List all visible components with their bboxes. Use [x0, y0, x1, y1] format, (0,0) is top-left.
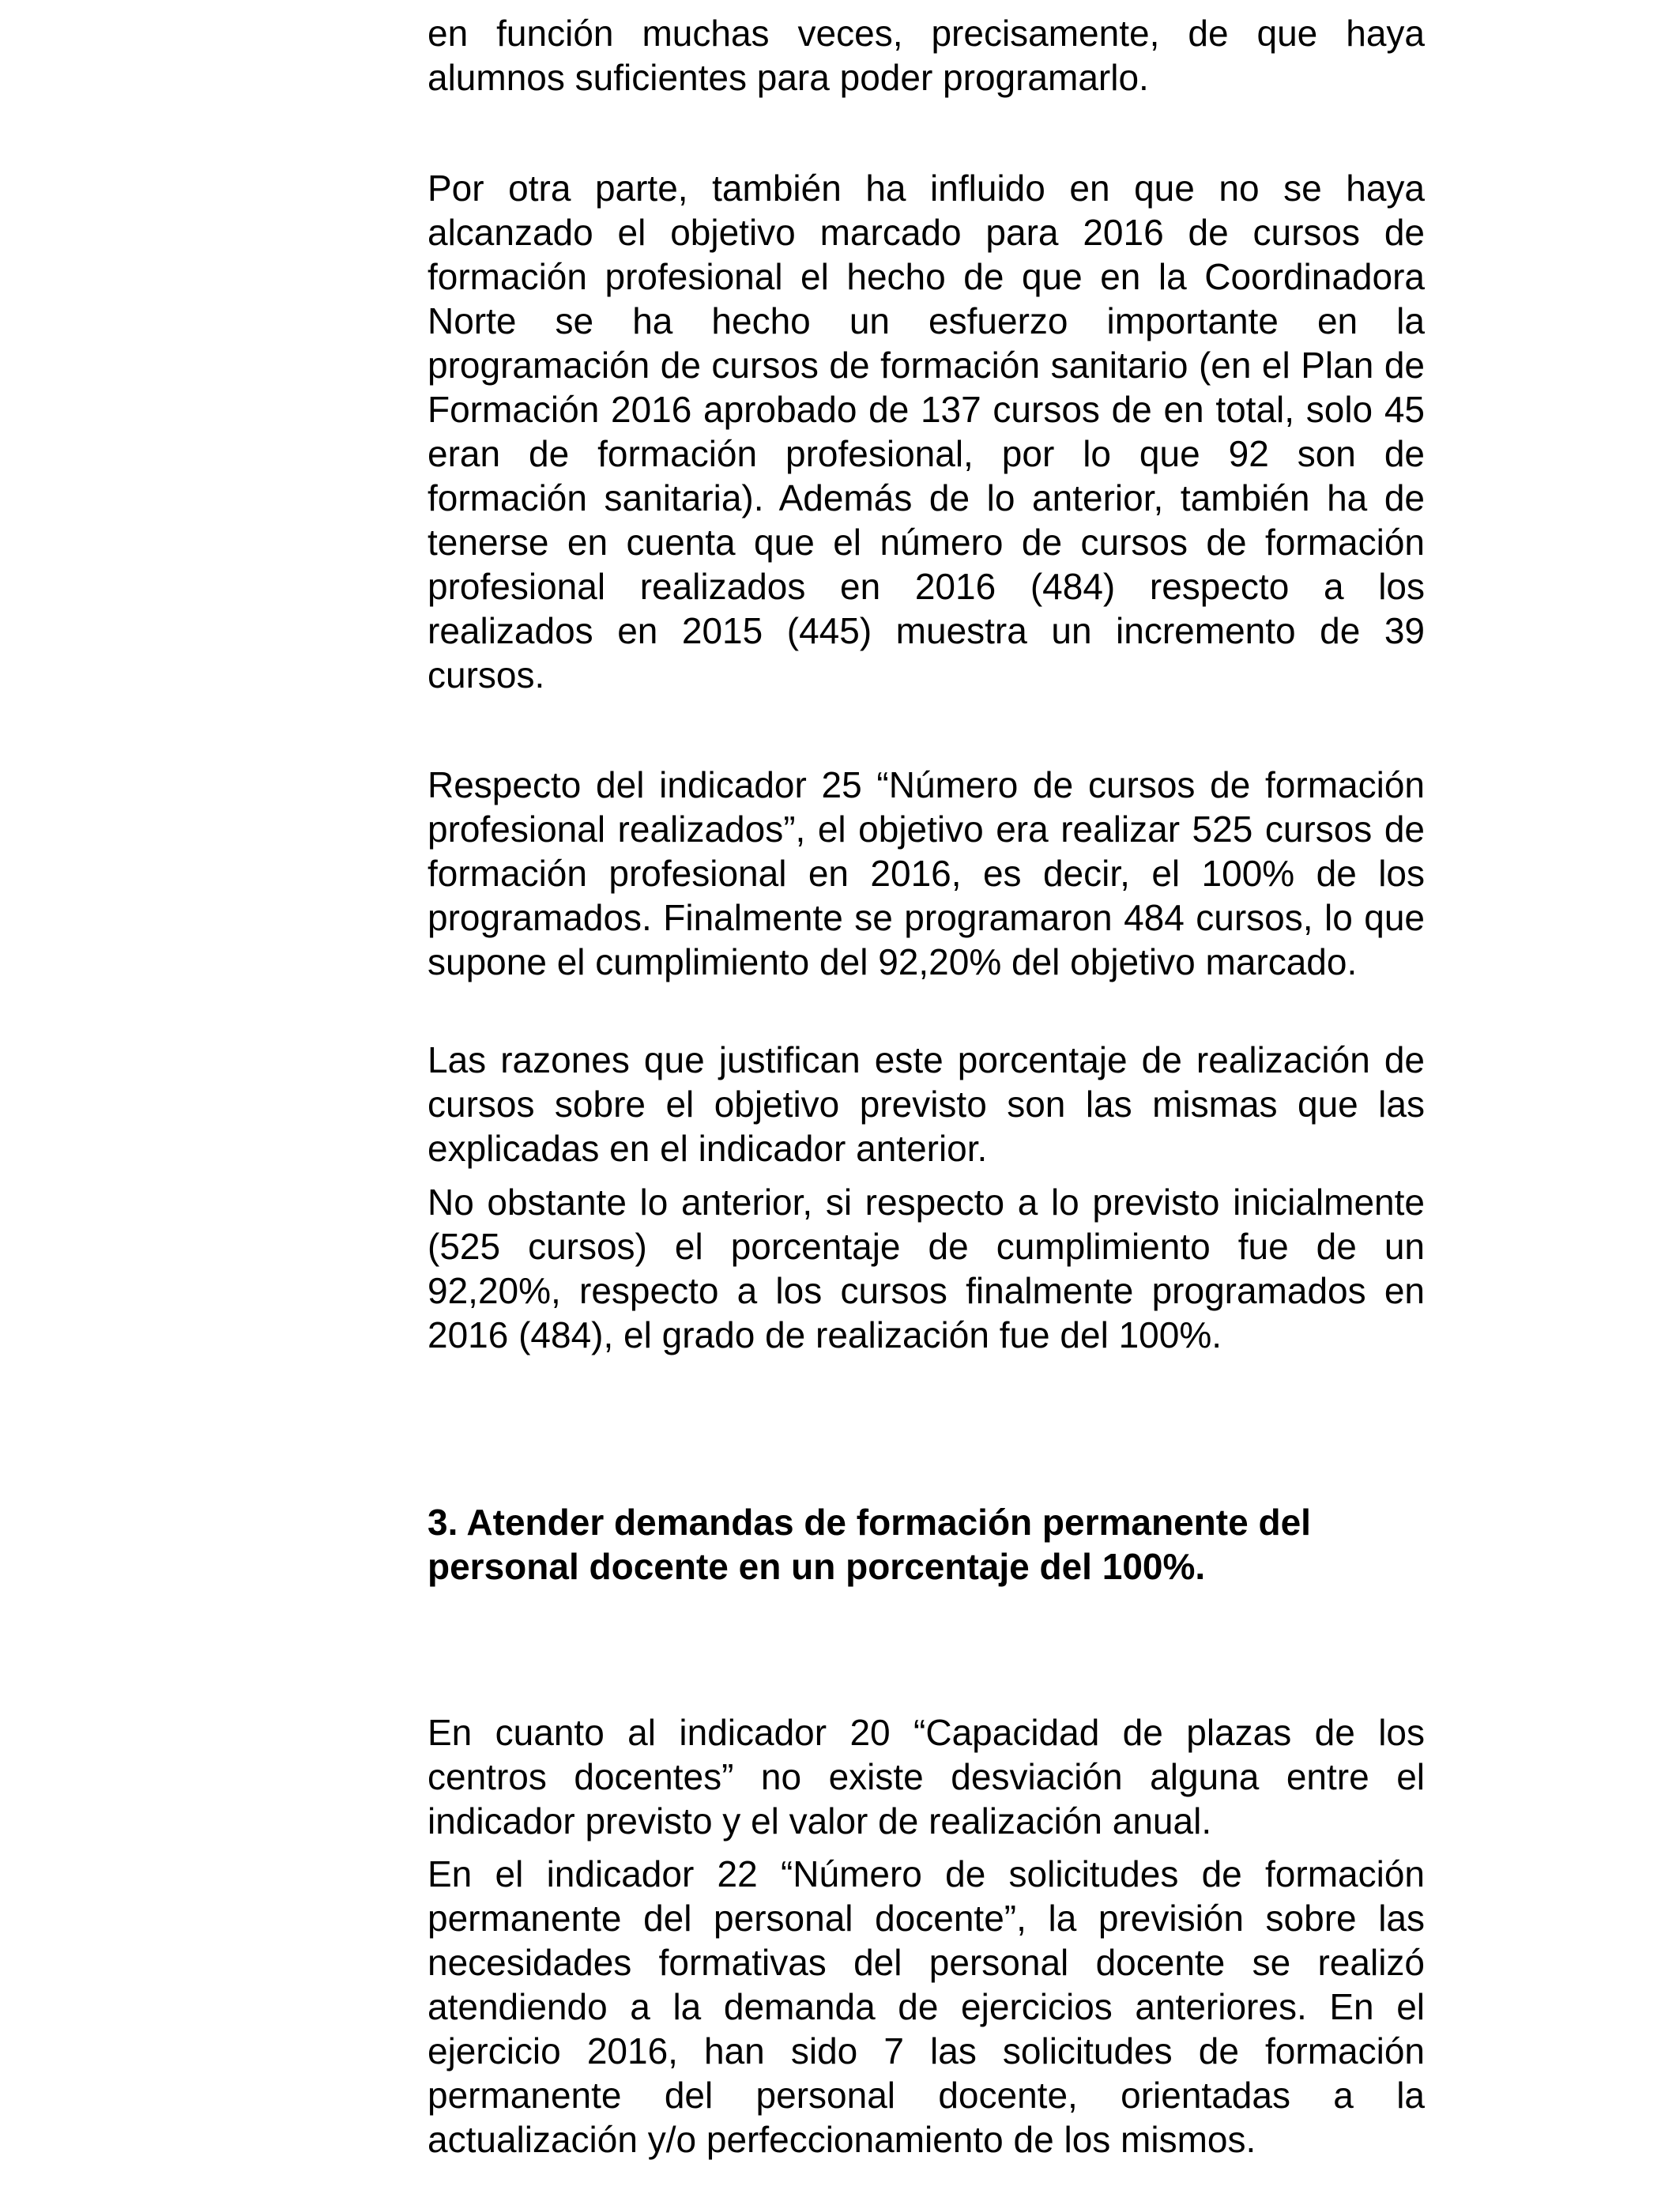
paragraph-razones: Las razones que justifican este porcentaje de realización de cursos sobre el objetivo previsto son las mismas que las explicadas en el indicador anterior.: [428, 1039, 1425, 1169]
paragraph-indicador-22: En el indicador 22 “Número de solicitudes de formación permanente del personal docente”, la previsión sobre las necesidades formativas del personal docente se realizó atendiendo a la demanda de ejercicios anteriores. En el ejercicio 2016, han sido 7 las solicitudes de formación permanente del personal docente, orientadas a la actualización y/o perfeccionamiento de los mismos.: [428, 1853, 1425, 2160]
section-heading-3: 3. Atender demandas de formación permanente del personal docente en un porcentaje del 100%.: [428, 1502, 1311, 1587]
paragraph-no-obstante: No obstante lo anterior, si respecto a lo previsto inicialmente (525 cursos) el porcentaje de cumplimiento fue de un 92,20%, respecto a los cursos finalmente programados en 2016 (484), el grado de realización fue del 100%.: [428, 1182, 1425, 1355]
paragraph-indicador-20: En cuanto al indicador 20 “Capacidad de plazas de los centros docentes” no existe desviación alguna entre el indicador previsto y el valor de realización anual.: [428, 1712, 1425, 1842]
paragraph-coordinadora-norte: Por otra parte, también ha influido en que no se haya alcanzado el objetivo marcado para 2016 de cursos de formación profesional el hecho de que en la Coordinadora Norte se ha hecho un esfuerzo importante en la programación de cursos de formación sanitario (en el Plan de Formación 2016 aprobado de 137 cursos de en total, solo 45 eran de formación profesional, por lo que 92 son de formación sanitaria). Además de lo anterior, también ha de tenerse en cuenta que el número de cursos de formación profesional realizados en 2016 (484) respecto a los realizados en 2015 (445) muestra un incremento de 39 cursos.: [428, 168, 1425, 696]
paragraph-indicador-25: Respecto del indicador 25 “Número de cursos de formación profesional realizados”, el objetivo era realizar 525 cursos de formación profesional en 2016, es decir, el 100% de los programados. Finalmente se programaron 484 cursos, lo que supone el cumplimiento del 92,20% del objetivo marcado.: [428, 764, 1425, 982]
paragraph-continuation: en función muchas veces, precisamente, de que haya alumnos suficientes para poder programarlo.: [428, 13, 1425, 98]
